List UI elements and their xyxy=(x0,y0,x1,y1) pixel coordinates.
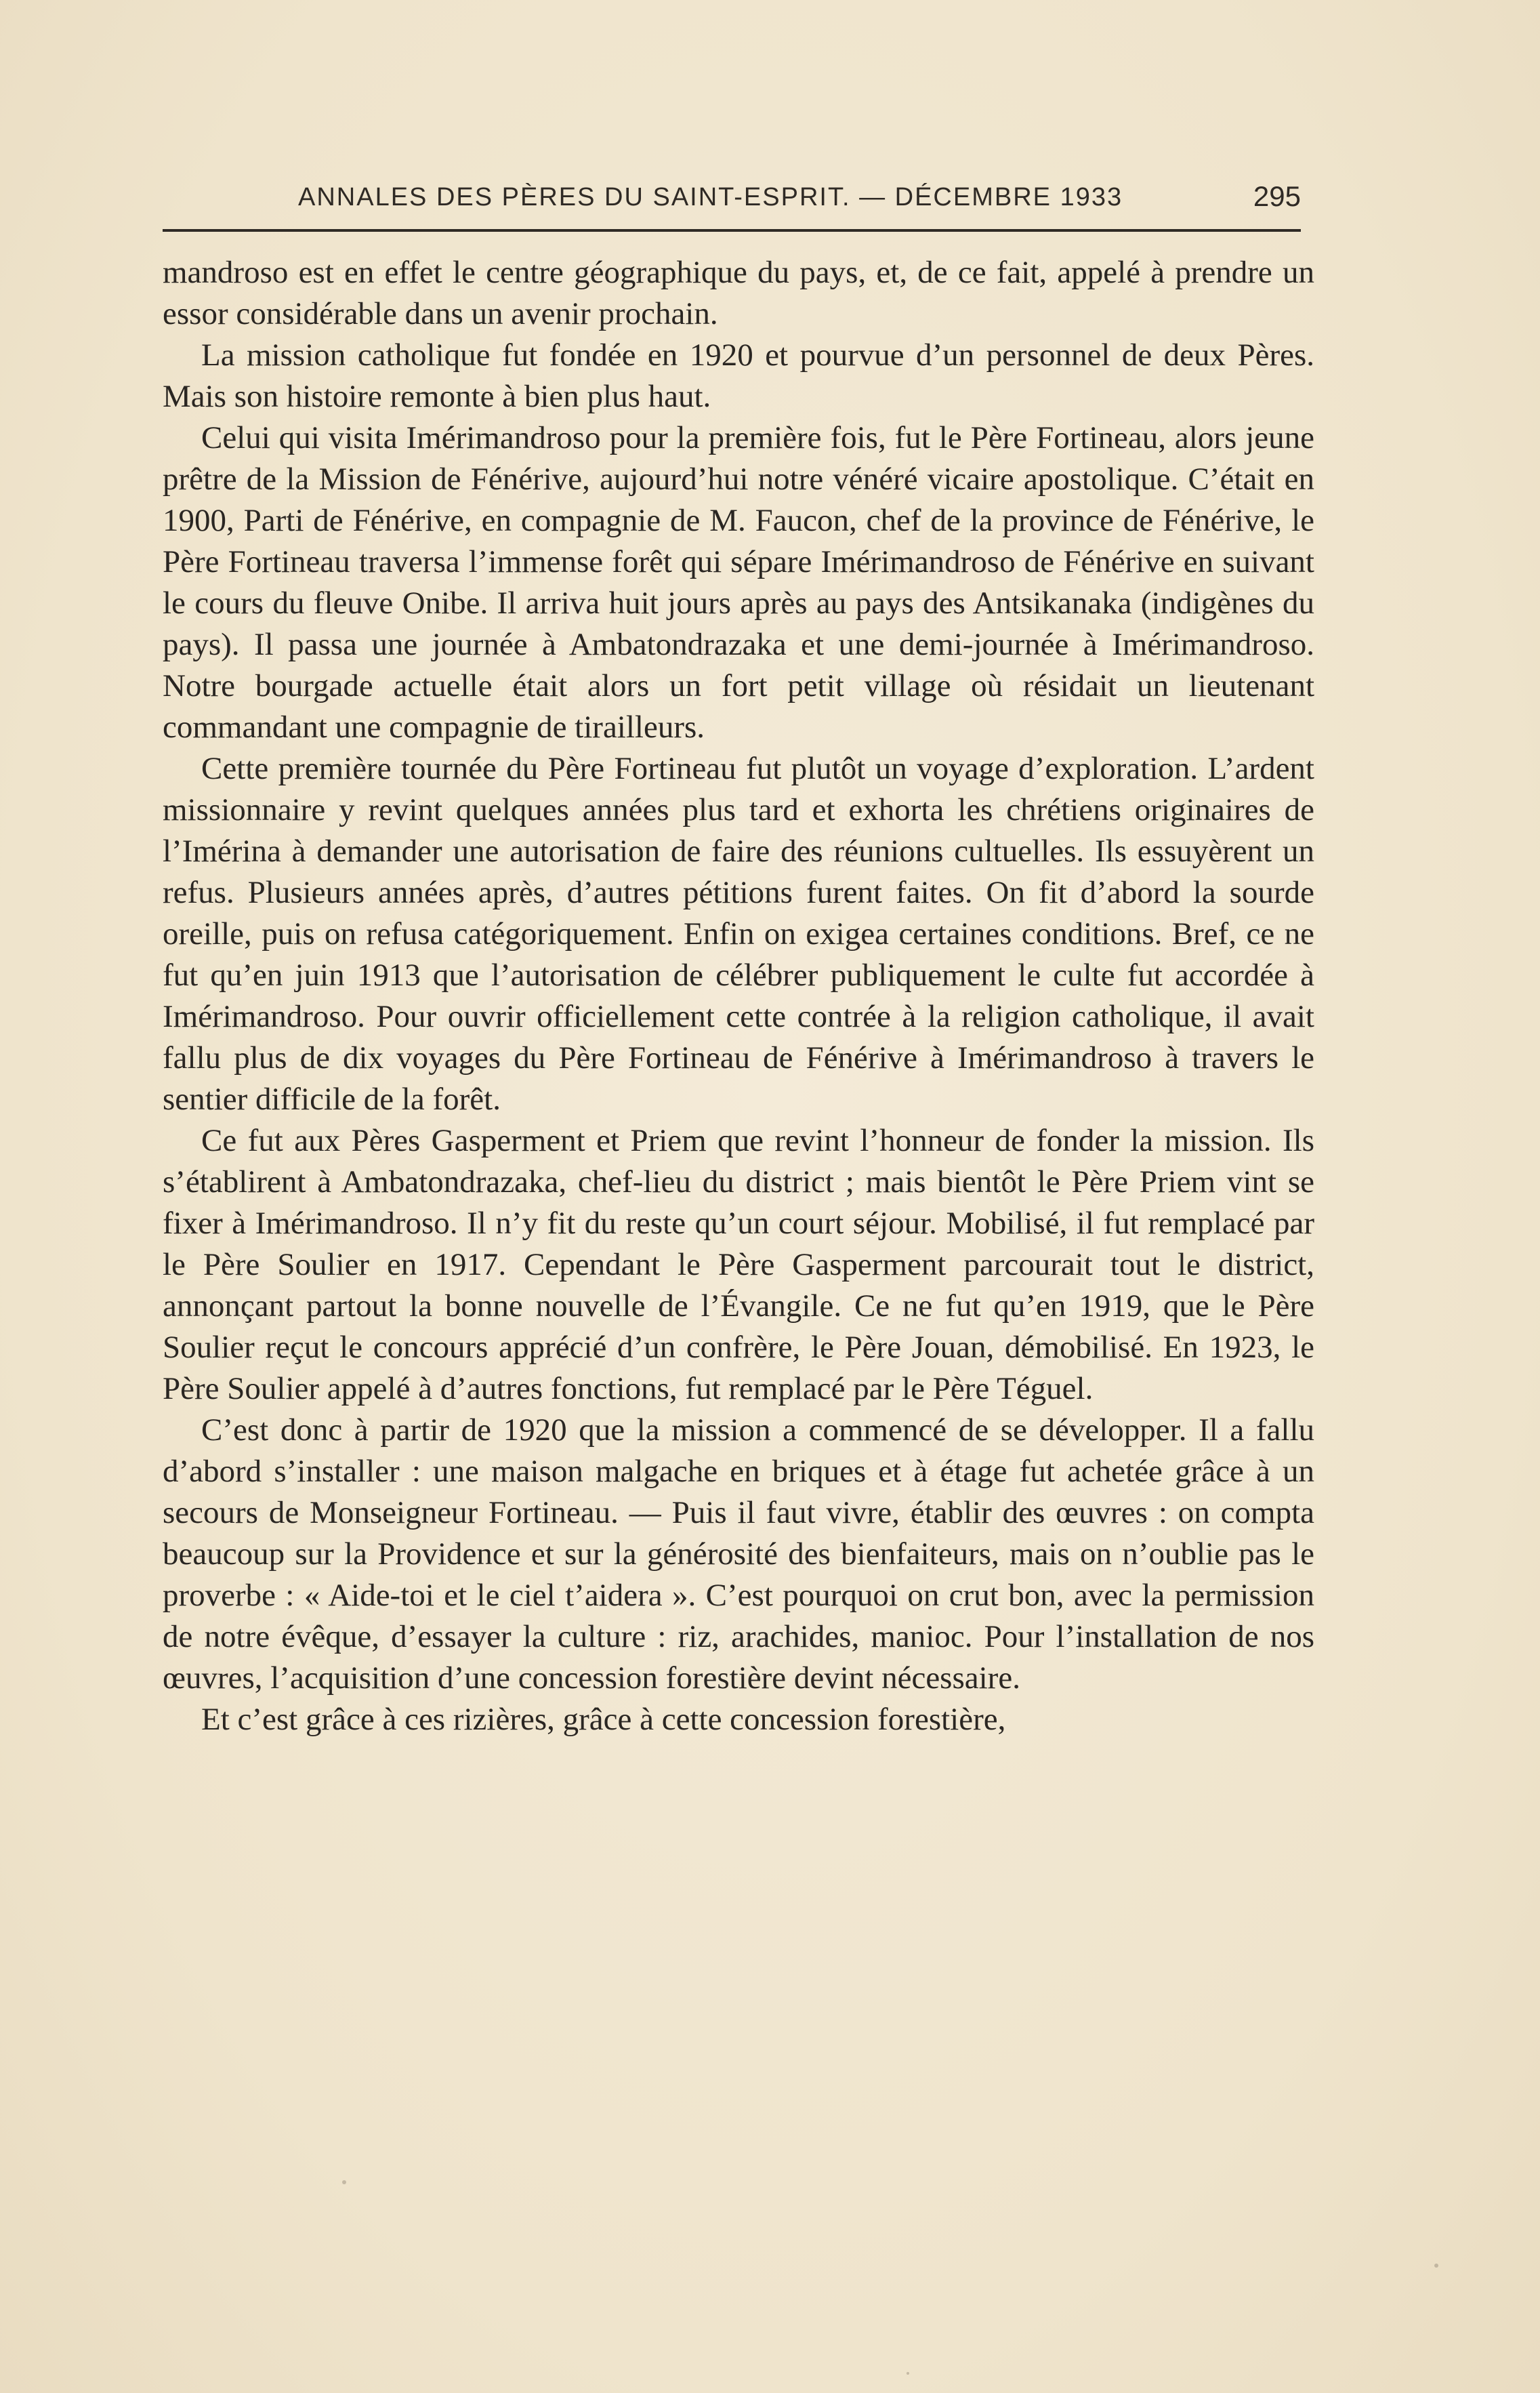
paper-speck xyxy=(1434,2264,1438,2268)
running-title: ANNALES DES PÈRES DU SAINT-ESPRIT. — DÉCEMBRE 1933 xyxy=(298,183,1123,211)
paragraph-first-visit: Celui qui visita Imérimandroso pour la première fois, fut le Père Fortineau, alors jeune prêtre de la Mission de Fénérive, aujourd’hui notre vénéré vicaire apostolique. C’était en 1900, Parti de Fénérive, en compagnie de M. Faucon, chef de la province de Fénérive, le Père Fortineau traversa l’immense forêt qui sépare Imérimandroso de Fénérive en suivant le cours du fleuve Onibe. Il arriva huit jours après au pays des Antsikanaka (indigènes du pays). Il passa une journée à Ambatondrazaka et une demi-journée à Imérimandroso. Notre bourgade actuelle était alors un fort petit village où résidait un lieutenant commandant une compagnie de tirailleurs. xyxy=(163,420,1314,745)
paragraph-fathers: Ce fut aux Pères Gasperment et Priem que revint l’honneur de fonder la mission. Ils s’établirent à Ambatondrazaka, chef-lieu du district ; mais bientôt le Père Priem vint se fixer à Imérimandroso. Il n’y fit du reste qu’un court séjour. Mobilisé, il fut remplacé par le Père Soulier en 1917. Cependant le Père Gasperment parcourait tout le district, annonçant partout la bonne nouvelle de l’Évangile. Ce ne fut qu’en 1919, que le Père Soulier reçut le concours apprécié d’un confrère, le Père Jouan, démobilisé. En 1923, le Père Soulier appelé à d’autres fonctions, fut remplacé par le Père Téguel. xyxy=(163,1123,1314,1406)
paragraph-exploration: Cette première tournée du Père Fortineau fut plutôt un voyage d’exploration. L’ardent missionnaire y revint quelques années plus tard et exhorta les chrétiens originaires de l’Imérina à demander une autorisation de faire des réunions cultuelles. Ils essuyèrent un refus. Plusieurs années après, d’autres pétitions furent faites. On fit d’abord la sourde oreille, puis on refusa catégoriquement. Enfin on exigea certaines conditions. Bref, ce ne fut qu’en juin 1913 que l’autorisation de célébrer publiquement le culte fut accordée à Imérimandroso. Pour ouvrir officiellement cette contrée à la religion catholique, il avait fallu plus de dix voyages du Père Fortineau de Fénérive à Imérimandroso à travers le sentier difficile de la forêt. xyxy=(163,751,1314,1117)
paragraph-closing: Et c’est grâce à ces rizières, grâce à cette concession forestière, xyxy=(201,1702,1006,1737)
page-number: 295 xyxy=(1253,180,1301,212)
paragraph-development: C’est donc à partir de 1920 que la mission a commencé de se développer. Il a fallu d’abord s’installer : une maison malgache en briques et à étage fut achetée grâce à un secours de Monseigneur Fortineau. — Puis il faut vivre, établir des œuvres : on compta beaucoup sur la Providence et sur la générosité des bienfaiteurs, mais on n’oublie pas le proverbe : « Aide-toi et le ciel t’aidera ». C’est pourquoi on crut bon, avec la permission de notre évêque, d’essayer la culture : riz, arachides, manioc. Pour l’installation de nos œuvres, l’acquisition d’une concession forestière devint nécessaire. xyxy=(163,1412,1314,1696)
body-text xyxy=(163,252,1314,1740)
running-head xyxy=(163,178,1301,225)
paper-speck xyxy=(342,2180,346,2184)
paper-speck xyxy=(907,2372,909,2375)
paragraph-continuation: mandroso est en effet le centre géographique du pays, et, de ce fait, appelé à prendre un essor considérable dans un avenir prochain. xyxy=(163,255,1314,331)
header-rule xyxy=(163,229,1301,232)
paragraph-mission-founding: La mission catholique fut fondée en 1920 et pourvue d’un personnel de deux Pères. Mais son histoire remonte à bien plus haut. xyxy=(163,338,1314,414)
